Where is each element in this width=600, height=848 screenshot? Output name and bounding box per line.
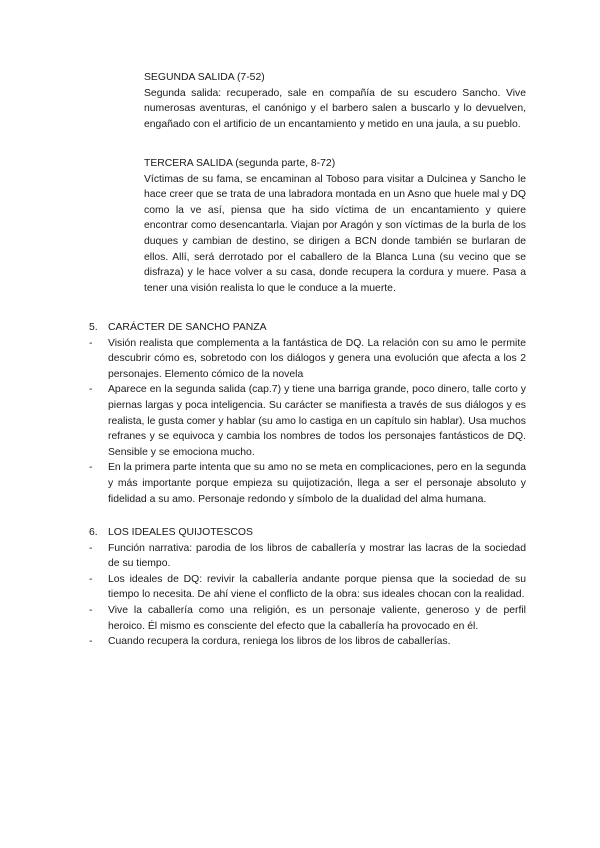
- segunda-salida-body: Segunda salida: recuperado, sale en compañía de su escudero Sancho. Vive numerosas aventuras, el canónigo y el barbero salen a buscarlo y lo devuelven, engañado con el artificio de un encantamiento y metido en una jaula, a su pueblo.: [144, 87, 526, 130]
- tercera-salida-heading: TERCERA SALIDA (segunda parte, 8-72): [144, 158, 336, 169]
- list-item: - En la primera parte intenta que su amo no se meta en complicaciones, pero en la segunda y más importante porque empieza su quijotización, llega a ser el personaje absoluto y fidelidad a su amo. Personaje redondo y símbolo de la dualidad del alma humana.: [89, 462, 526, 505]
- section-number: 6.: [89, 527, 98, 538]
- segunda-salida-heading: SEGUNDA SALIDA (7-52): [144, 72, 265, 83]
- tercera-salida-block: [144, 156, 526, 296]
- bullet-list: [89, 336, 526, 508]
- list-item: - Visión realista que complementa a la fantástica de DQ. La relación con su amo le permite descubrir cómo es, sobretodo con los diálogos y genera una evolución que afecta a los 2 personajes. Elemento cómico de la novela: [89, 337, 526, 380]
- tercera-salida-body: Víctimas de su fama, se encaminan al Toboso para visitar a Dulcinea y Sancho le hace creer que se trata de una labradora montada en un Asno que huele mal y DQ como la ve así, piensa que ha sido víctima de un encantamiento y quiere encontrar como desencantarla. Viajan por Aragón y son víctimas de la burla de los duques y cambian de destino, se dirigen a BCN donde también se burlaran de ellos. Allí, será derrotado por el caballero de la Blanca Luna (su vecino que se disfraza) y le hace volver a su casa, donde recupera la cordura y muere. Pasa a tener una visión realista lo que le conduce a la muerte.: [144, 173, 526, 294]
- list-item: - Función narrativa: parodia de los libros de caballería y mostrar las lacras de la sociedad de su tiempo.: [89, 542, 526, 570]
- section-ideales-quijotescos: [89, 525, 526, 650]
- section-title: LOS IDEALES QUIJOTESCOS: [108, 527, 253, 538]
- list-item: - Aparece en la segunda salida (cap.7) y tiene una barriga grande, poco dinero, talle corto y piernas largas y poca inteligencia. Su carácter se manifiesta a través de sus diálogos y es realista, le gusta comer y hablar (su amo lo castiga en un capítulo sin hablar). Usa muchos refranes y se equivoca y cambia los nombres de todos los personajes fantásticos de DQ. Sensible y se emociona mucho.: [89, 384, 526, 458]
- bullet-dash: -: [89, 384, 93, 396]
- list-item: - Vive la caballería como una religión, es un personaje valiente, generoso y de perfil heroico. Él mismo es consciente del efecto que la caballería ha provocado en él.: [89, 604, 526, 632]
- segunda-salida-block: [144, 70, 526, 132]
- section-number: 5.: [89, 322, 98, 333]
- bullet-dash: -: [89, 462, 93, 474]
- bullet-dash: -: [89, 542, 93, 554]
- bullet-dash: -: [89, 636, 93, 648]
- section-heading: [89, 525, 526, 541]
- section-sancho-panza: [89, 320, 526, 507]
- bullet-dash: -: [89, 604, 93, 616]
- bullet-dash: -: [89, 337, 93, 349]
- list-item: - Los ideales de DQ: revivir la caballería andante porque piensa que la sociedad de su tiempo lo necesita. De ahí viene el conflicto de la obra: sus ideales chocan con la realidad.: [89, 573, 526, 601]
- section-title: CARÁCTER DE SANCHO PANZA: [108, 322, 267, 333]
- bullet-list: [89, 541, 526, 650]
- bullet-dash: -: [89, 573, 93, 585]
- list-item: - Cuando recupera la cordura, reniega los libros de los libros de caballerías.: [89, 634, 526, 650]
- section-heading: [89, 320, 526, 336]
